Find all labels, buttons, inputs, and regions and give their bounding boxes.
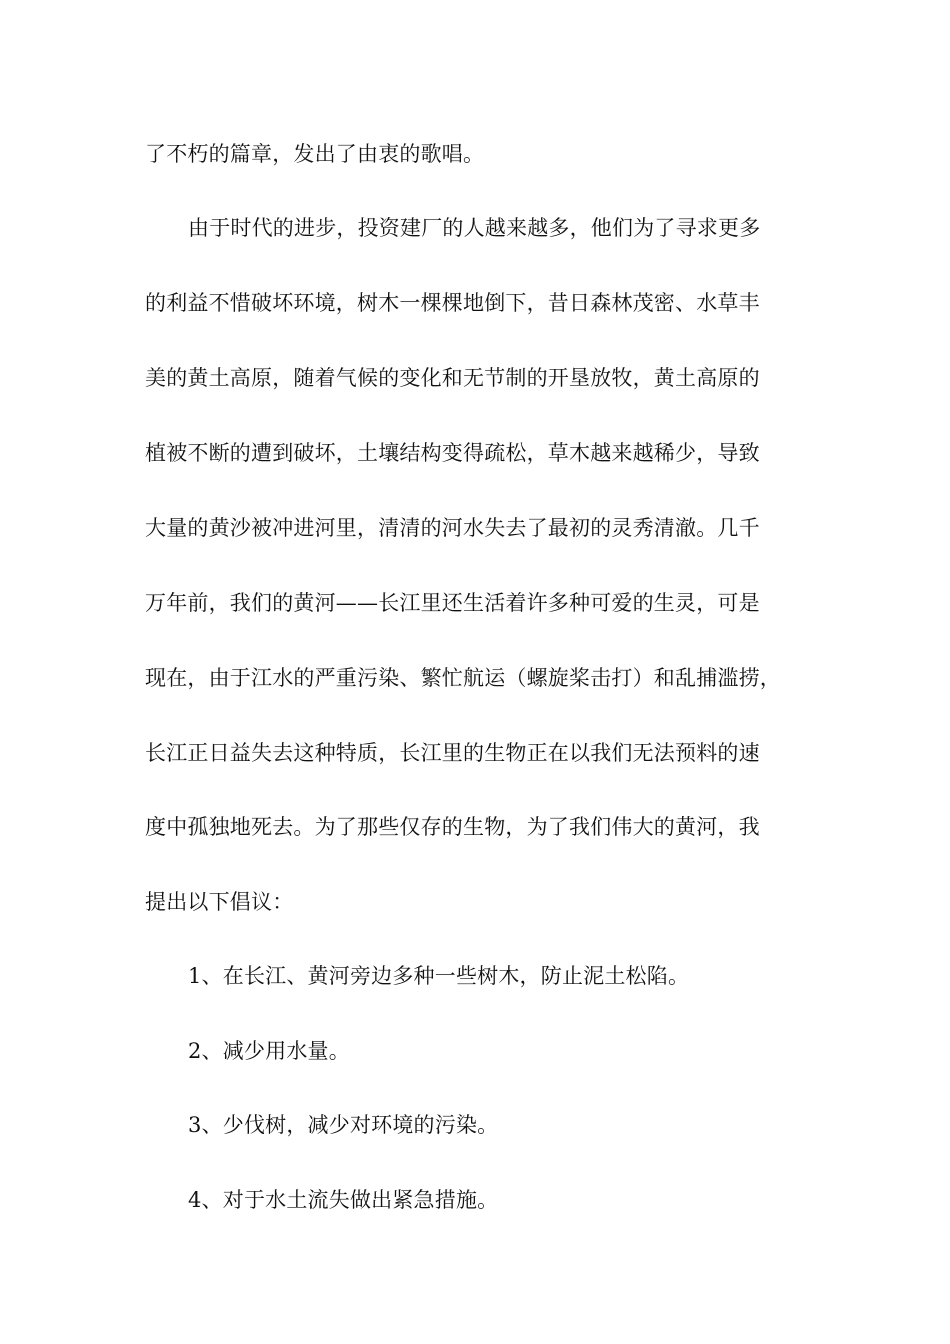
list-item-4: 4、对于水土流失做出紧急措施。	[188, 1188, 499, 1212]
text-line-11: 提出以下倡议：	[145, 890, 294, 914]
text-line-4: 美的黄土高原，随着气候的变化和无节制的开垦放牧，黄土高原的	[145, 366, 760, 390]
text-line-2: 由于时代的进步，投资建厂的人越来越多，他们为了寻求更多	[188, 216, 761, 240]
text-line-3: 的利益不惜破坏环境，树木一棵棵地倒下，昔日森林茂密、水草丰	[145, 291, 760, 315]
text-line-8: 现在，由于江水的严重污染、繁忙航运（螺旋桨击打）和乱捕滥捞，	[145, 666, 781, 690]
text-line-5: 植被不断的遭到破坏，土壤结构变得疏松，草木越来越稀少，导致	[145, 441, 760, 465]
text-line-9: 长江正日益失去这种特质，长江里的生物正在以我们无法预料的速	[145, 741, 760, 765]
text-line-7: 万年前，我们的黄河——长江里还生活着许多种可爱的生灵，可是	[145, 591, 760, 615]
text-line-10: 度中孤独地死去。为了那些仅存的生物，为了我们伟大的黄河，我	[145, 815, 760, 839]
text-line-1: 了不朽的篇章，发出了由衷的歌唱。	[145, 142, 485, 166]
list-item-1: 1、在长江、黄河旁边多种一些树木，防止泥土松陷。	[188, 964, 690, 988]
list-item-2: 2、减少用水量。	[188, 1039, 350, 1063]
text-line-6: 大量的黄沙被冲进河里，清清的河水失去了最初的灵秀清澈。几千	[145, 516, 760, 540]
list-item-3: 3、少伐树，减少对环境的污染。	[188, 1113, 499, 1137]
